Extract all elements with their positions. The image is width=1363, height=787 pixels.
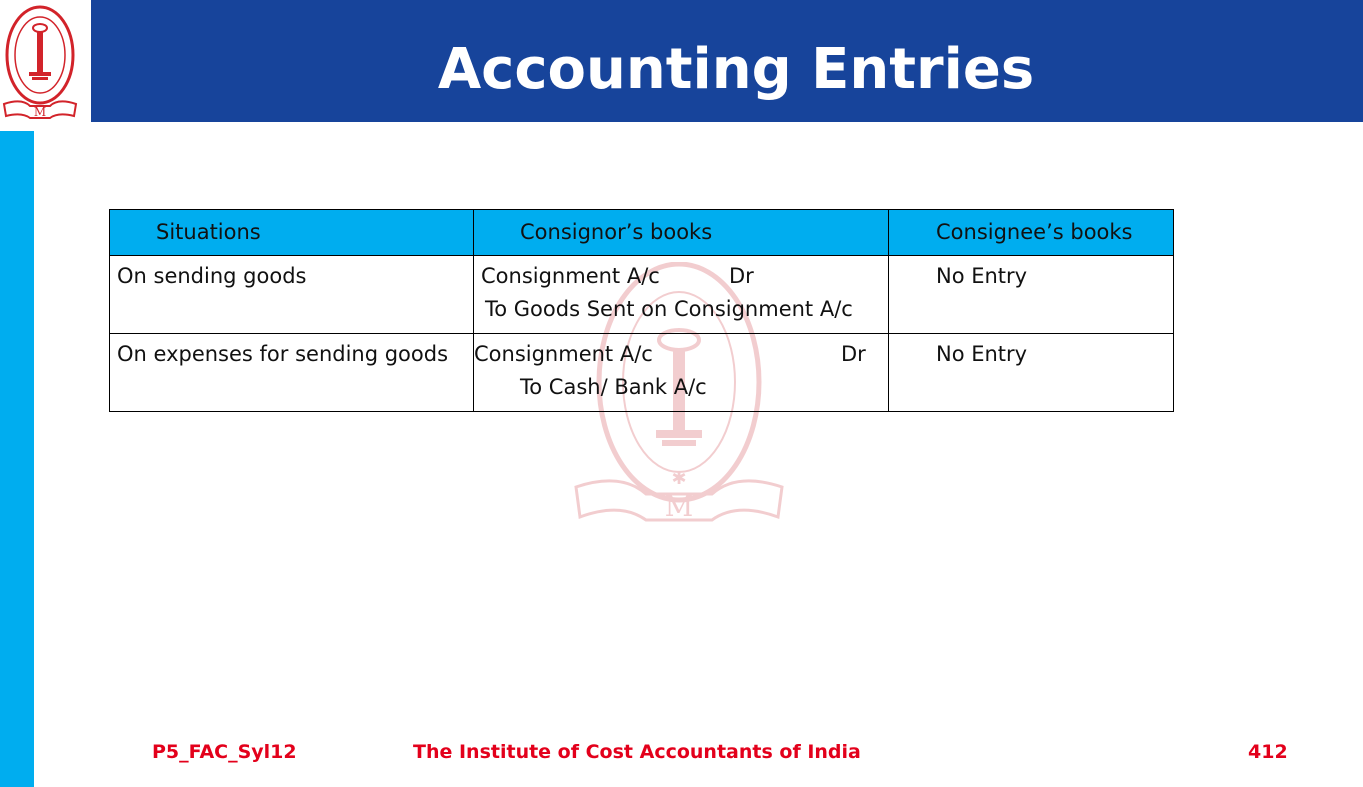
consignor-cell <box>474 334 889 412</box>
situation-cell <box>110 256 474 334</box>
consignee-entry: No Entry <box>936 342 1028 366</box>
svg-text:M: M <box>664 490 694 523</box>
table-row <box>110 256 1174 334</box>
header-cell-consignee <box>889 210 1174 256</box>
svg-text:✱: ✱ <box>671 468 687 489</box>
consignor-credit-entry: To Cash/ Bank A/c <box>520 375 707 399</box>
consignor-credit-entry: To Goods Sent on Consignment A/c <box>485 297 853 321</box>
consignor-debit-entry: Consignment A/c <box>481 264 660 288</box>
consignor-dr-label: Dr <box>841 342 866 366</box>
consignor-cell <box>474 256 889 334</box>
icai-seal-logo-icon <box>0 0 91 122</box>
left-accent-bar <box>0 131 34 787</box>
header-cell-consignor <box>474 210 889 256</box>
footer-institute-name: The Institute of Cost Accountants of India <box>413 741 861 763</box>
consignee-cell <box>889 334 1174 412</box>
header-label: Situations <box>156 220 261 244</box>
page-title: Accounting Entries <box>437 37 1035 102</box>
header-label: Consignee’s books <box>936 220 1133 244</box>
consignee-entry: No Entry <box>936 264 1028 288</box>
footer-course-code: P5_FAC_Syl12 <box>152 741 297 763</box>
situation-text: On sending goods <box>117 264 307 288</box>
accounting-entries-table <box>109 209 1174 412</box>
consignor-dr-label: Dr <box>729 264 754 288</box>
header-cell-situations <box>110 210 474 256</box>
institute-logo <box>0 0 91 122</box>
situation-text: On expenses for sending goods <box>117 342 449 366</box>
situation-cell <box>110 334 474 412</box>
table-row <box>110 334 1174 412</box>
header-label: Consignor’s books <box>520 220 713 244</box>
footer-page-number: 412 <box>1248 741 1288 763</box>
table-header-row <box>110 210 1174 256</box>
svg-text:M: M <box>33 105 47 119</box>
consignor-debit-entry: Consignment A/c <box>474 342 653 366</box>
consignee-cell <box>889 256 1174 334</box>
